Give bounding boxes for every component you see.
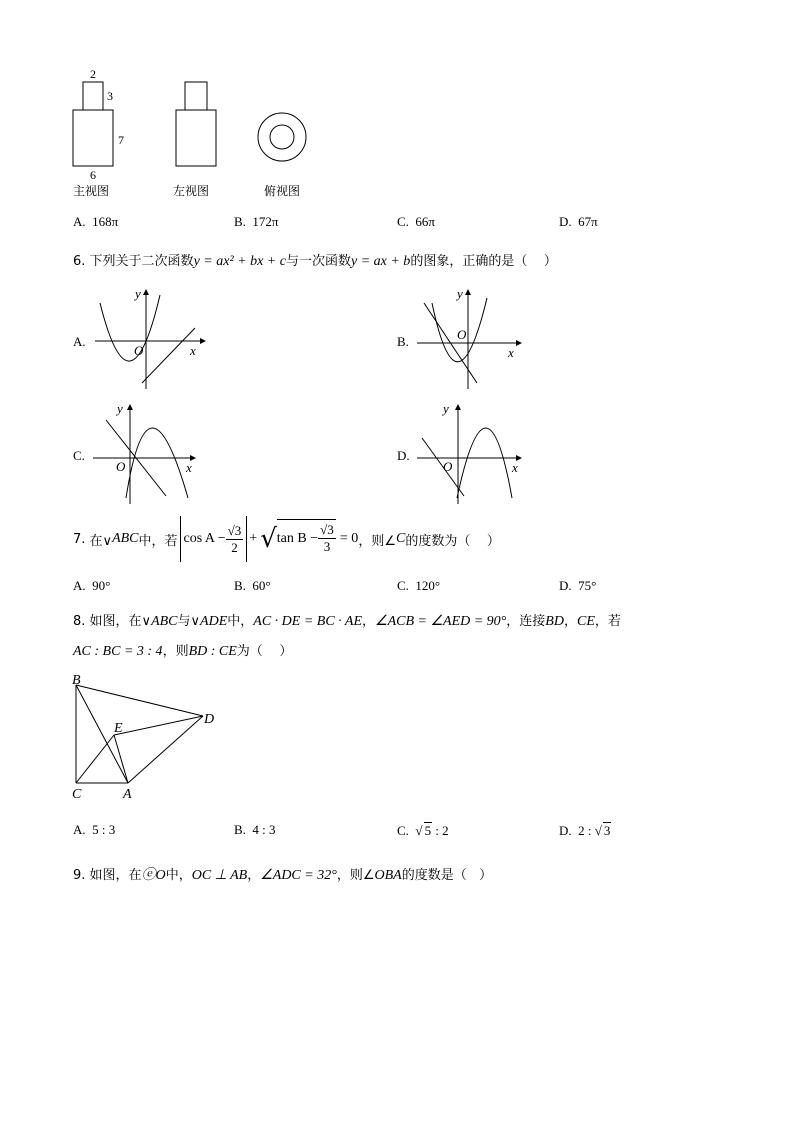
linear-expr: y = ax + b [350,254,411,269]
point-c-label: C [72,787,82,802]
front-view-top-rect [83,82,103,110]
q8-option-a: A. 5 : 3 [73,822,116,837]
sqrt-expression: √ tan B − $\frac{√3}{3}$ [260,523,336,555]
q6-option-a-letter: A. [73,334,86,349]
left-view-top-rect [185,82,207,110]
q5-option-b: B. 172π [234,214,279,229]
q7-stem: 7. 在∨ ABC 中，若 cos A − $\frac{√3}{2}$ + √ tan B − $\frac{√3}{3}$ = 0 ，则∠ C 的度数为（ ） [73,514,500,564]
front-view-label: 主视图 [73,184,110,198]
dim-main-height: 7 [118,133,124,147]
q7-option-c: C. 120° [397,578,441,593]
y-axis-label: y [135,286,141,301]
y-axis-label: y [457,286,463,301]
q7-option-d: D. 75° [559,578,597,593]
top-view-label: 俯视图 [264,184,301,198]
q8-option-b: B. 4 : 3 [234,822,276,837]
left-view-main-rect [176,110,216,166]
q6-option-b-letter: B. [397,334,409,349]
q6-graph-b [412,283,532,393]
q6-stem: 6. 下列关于二次函数y = ax² + bx + c与一次函数y = ax + b的图象，正确的是（ ） [73,254,557,269]
left-view-label: 左视图 [173,184,210,198]
y-axis-label: y [117,401,123,416]
q8-option-c: C. √ 5 : 2 [397,823,449,838]
abs-expression: cos A − $\frac{√3}{2}$ [180,516,248,562]
line [142,328,195,383]
origin-label: O [457,327,467,342]
top-view-inner-circle [270,125,294,149]
q6-option-d-letter: D. [397,448,410,463]
q7-option-b: B. 60° [234,578,271,593]
dim-top-width: 2 [90,67,96,81]
q8-geometry-figure [60,668,230,803]
three-view-figure [60,60,340,200]
dim-top-height: 3 [107,89,113,103]
q9-stem: 9. 如图，在ⓔO中，OC ⊥ AB，∠ADC = 32°，则∠OBA的度数是（ ） [73,868,493,883]
q6-graph-d [412,398,532,508]
q6-graph-c [88,398,208,508]
q8-option-d: D. 2 : √ 3 [559,823,611,838]
x-axis-label: x [508,345,514,360]
parabola [457,428,512,498]
quadratic-expr: y = ax² + bx + c [193,254,286,269]
q5-option-c: C. 66π [397,214,435,229]
x-axis-label: x [512,460,518,475]
origin-label: O [116,459,126,474]
point-b-label: B [72,673,81,688]
q5-option-a: A. 168π [73,214,119,229]
point-e-label: E [114,721,123,736]
x-axis-label: x [186,460,192,475]
y-axis-label: y [443,401,449,416]
point-d-label: D [204,712,215,727]
top-view-outer-circle [258,113,306,161]
x-axis-label: x [190,343,196,358]
dim-main-width: 6 [90,168,96,182]
q5-option-d: D. 67π [559,214,598,229]
origin-label: O [443,459,453,474]
parabola [126,428,188,498]
q6-option-c-letter: C. [73,448,85,463]
origin-label: O [134,343,144,358]
q6-graph-a [90,283,210,393]
q7-option-a: A. 90° [73,578,111,593]
q8-stem-line1: 8. 如图，在∨ABC与∨ADE中，AC · DE = BC · AE，∠ACB = ∠AED = 90°，连接BD，CE，若 [73,614,621,629]
q8-stem-line2: AC : BC = 3 : 4，则BD : CE为（ ） [73,644,293,659]
point-a-label: A [123,787,132,802]
parabola [100,295,160,361]
front-view-main-rect [73,110,113,166]
